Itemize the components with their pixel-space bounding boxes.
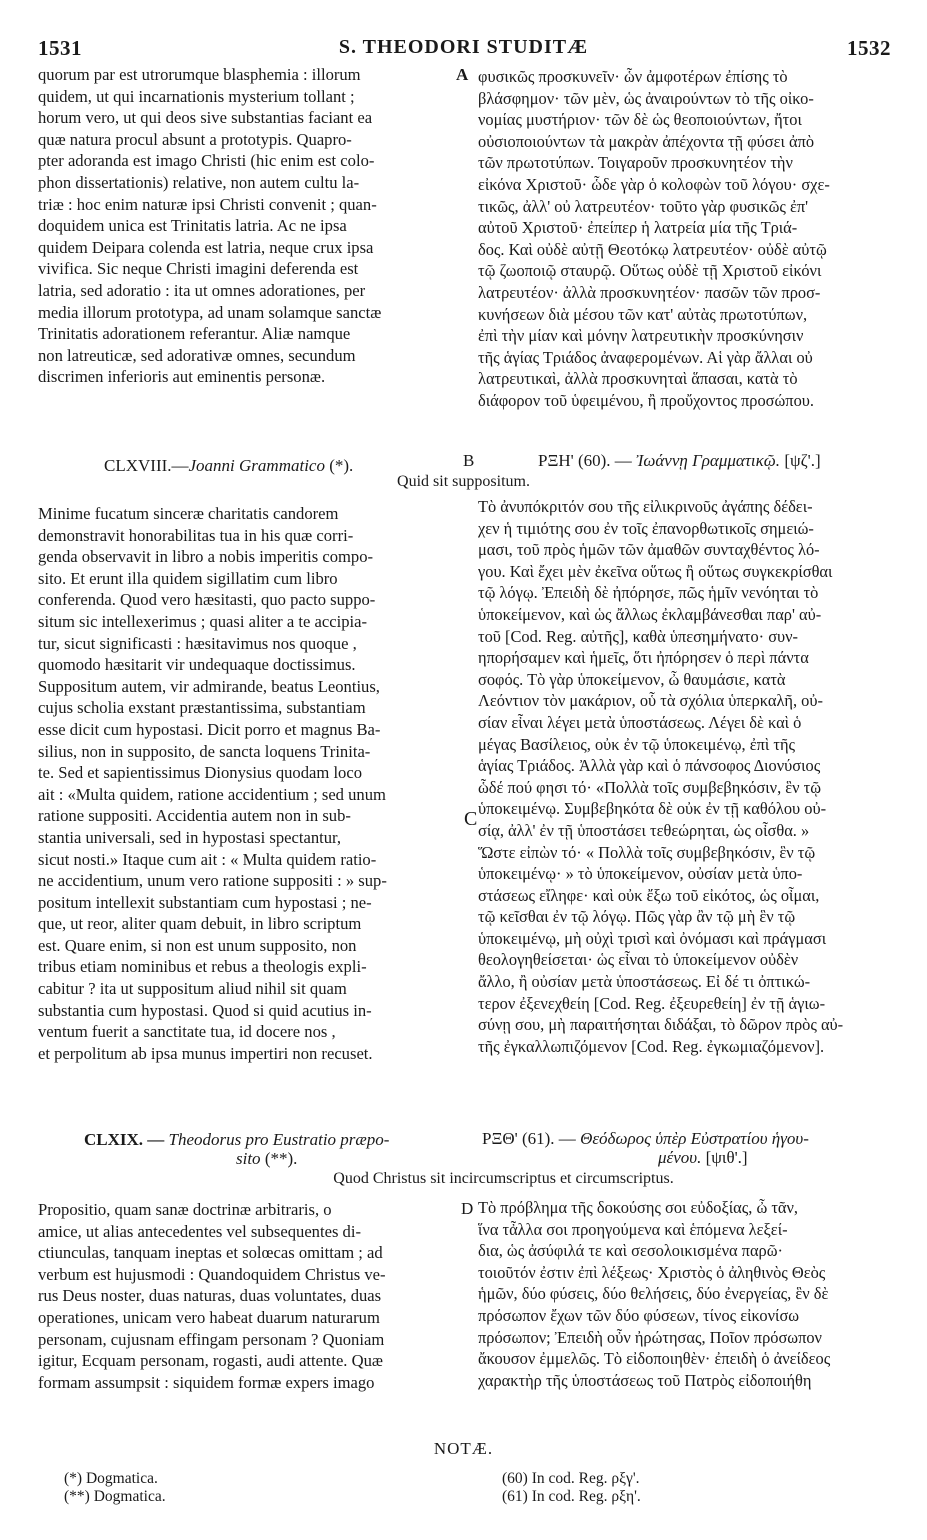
latin-heading-note-169: (**). xyxy=(260,1149,298,1168)
latin-heading-title: Joanni Grammatico xyxy=(188,456,325,475)
latin-text-line: cabitur ? ita ut suppositum aliud nihil sit quam xyxy=(38,979,347,999)
latin-text-line: ait : «Multa quidem, ratione accidentium ; sed unum xyxy=(38,784,386,804)
greek-heading-number-61: ΡΞΘ' (61). — xyxy=(482,1129,581,1148)
greek-text-line: ἐπὶ τὴν μίαν καὶ μόνην λατρευτικὴν προσκύνησιν xyxy=(478,326,804,346)
greek-column-section3 xyxy=(478,1197,892,1391)
greek-text-line: σίαν εἶναι λέγει μετὰ ὑποστάσεως. Λέγει δὲ καὶ ὁ xyxy=(478,712,802,732)
greek-text-line: τικῶς, ἀλλ' οὐ λατρευτέον· τοῦτο γὰρ φυσικῶς ἐπ' xyxy=(478,196,809,216)
latin-column-section2 xyxy=(38,503,458,1064)
greek-text-line: ὑποκείμενον, καὶ ὡς ἄλλως ἐκλαμβάνεσθαι παρ' αὐ- xyxy=(478,604,822,624)
greek-text-line: Ὥστε εἰπὼν τό· « Πολλὰ τοῖς συμβεβηκόσιν, ἓν τῷ xyxy=(478,842,816,862)
latin-text-line: genda observavit in libro a nobis imperitis compo- xyxy=(38,547,374,567)
greek-text-line: οὐσιοποιούντων τὰ μακρὰν ἀπέχοντα τῇ φύσει ἀπὸ xyxy=(478,131,815,151)
latin-heading-number-169: CLXIX. — xyxy=(84,1130,169,1149)
greek-text-line: σύνῃ σου, μὴ παραιτήσηται διδάξαι, τὸ δῶρον πρὸς αὐ- xyxy=(478,1015,844,1035)
latin-text-line: silius, non in supposito, de sancta loquens Trinita- xyxy=(38,741,371,761)
greek-heading-note-61: [ψιθ'.] xyxy=(701,1148,748,1167)
latin-column-section1 xyxy=(38,64,458,388)
latin-text-line: ratione suppositi. Accidentia autem non in sub- xyxy=(38,806,351,826)
latin-text-line: igitur, Ecquam personam, rogasti, audi attente. Quæ xyxy=(38,1351,383,1371)
greek-text-line: Λεόντιον τὸν μακάριον, οὗ τὰ σχόλια ὑπερκαλῆ, οὐ- xyxy=(478,691,823,711)
greek-text-line: τῆς ἐγκαλλωπιζόμενον [Cod. Reg. ἐγκωμιαζόμενον]. xyxy=(478,1036,825,1056)
greek-text-line: μασι, τοῦ πρὸς ἡμῶν τῶν ἀμαθῶν συνταχθέντος λό- xyxy=(478,540,820,560)
greek-text-line: ὧδέ πού φησι τό· «Πολλὰ τοῖς συμβεβηκόσιν, ἓν τῷ xyxy=(478,777,822,797)
greek-text-line: δια, ὡς ἀσύφιλά τε καὶ σεσολοικισμένα παρῶ· xyxy=(478,1241,783,1261)
latin-text-line: personam, cujusnam effingam personam ? Quoniam xyxy=(38,1329,385,1349)
greek-text-line: τῷ κεῖσθαι ἐν τῷ λόγῳ. Πῶς γὰρ ἂν τῷ μὴ ἓν τῷ xyxy=(478,907,796,927)
notes-right xyxy=(502,1470,641,1506)
latin-text-line: triæ : hoc enim naturæ ipsi Christi convenit ; quan- xyxy=(38,194,377,214)
latin-text-line: operationes, unicam vero habeat duarum naturarum xyxy=(38,1307,380,1327)
greek-text-line: ἄκουσον ἐμμελῶς. Τὸ εἰδοποιηθὲν· ἐπειδὴ ὁ ἀνείδεος xyxy=(478,1349,831,1369)
greek-heading-60 xyxy=(538,451,821,471)
greek-heading-61 xyxy=(482,1129,809,1167)
latin-text-line: tur, sicut significasti : hæsitavimus nos quoque , xyxy=(38,633,357,653)
latin-heading-169 xyxy=(84,1130,389,1168)
notes-title: NOTÆ. xyxy=(433,1439,494,1458)
greek-text-line: τοιοῦτόν ἐστιν ἐπὶ λέξεως· Χριστὸς ὁ ἀληθινὸς Θεὸς xyxy=(478,1262,826,1282)
greek-text-line: ἄλλο, ἢ οὐσίαν μετὰ ὑποστάσεως. Εἰ δέ τι ὀπτικώ- xyxy=(478,972,811,992)
greek-heading-title-61-cont: μένου. xyxy=(658,1148,702,1167)
latin-text-line: te. Sed et sapientissimus Dionysius quodam loco xyxy=(38,763,363,783)
left-page-number: 1531 xyxy=(38,36,82,60)
margin-marker-d: D xyxy=(461,1199,474,1218)
margin-marker-a: A xyxy=(456,65,469,84)
latin-text-line: amice, ut alias antecedentes vel subsequentes di- xyxy=(38,1221,361,1241)
greek-text-line: διάφορον τοῦ ὑφειμένου, ἢ προὔχοντος προσώπου. xyxy=(478,390,814,410)
greek-text-line: σοφός. Τὸ γὰρ ὑποκείμενον, ὦ θαυμάσιε, κατὰ xyxy=(478,669,786,689)
greek-text-line: ὑποκειμένῳ. Συμβεβηκότα δὲ οὐκ ἐν τῇ καθόλου οὐ- xyxy=(478,799,827,819)
latin-text-line: conferenda. Quod vero hæsitasti, quo pacto suppo- xyxy=(38,590,376,610)
latin-text-line: est. Quare enim, si non est unum supposito, non xyxy=(38,935,357,955)
greek-heading-title: Ἰωάννῃ Γραμματικῷ. xyxy=(636,451,781,470)
greek-text-line: ὑποκειμένῳ· » τὸ ὑποκείμενον, οὐσίαν μετὰ ὑπο- xyxy=(478,864,803,884)
latin-heading-note: (*). xyxy=(324,456,354,475)
latin-text-line: Trinitatis adorationem referantur. Aliæ namque xyxy=(38,324,351,344)
latin-text-line: vivifica. Sic neque Christi imagini deferenda est xyxy=(38,259,359,279)
greek-text-line: τῷ ζωοποιῷ σταυρῷ. Οὕτως οὐδὲ τῇ Χριστοῦ εἰκόνι xyxy=(478,261,822,281)
note-right-2: (61) In cod. Reg. ρξη'. xyxy=(502,1488,641,1505)
latin-text-line: positum intellexit substantiam cum hypostasi ; ne- xyxy=(38,892,372,912)
greek-text-line: τερον ἐξενεχθείη [Cod. Reg. ἐξευρεθείη] ἐν τῇ ἁγιω- xyxy=(478,993,826,1013)
greek-text-line: ἵνα τἆλλα σοι προηγούμενα καὶ ἑπόμενα λεξεί- xyxy=(478,1219,788,1239)
latin-text-line: stantia universali, sed in hypostasi spectantur, xyxy=(38,827,342,847)
latin-text-line: formam assumpsit : siquidem formæ expers imago xyxy=(38,1372,375,1392)
greek-text-line: Τὸ ἀνυπόκριτόν σου τῆς εἰλικρινοῦς ἀγάπης δέδει- xyxy=(478,497,813,516)
latin-heading-title-169: Theodorus pro Eustratio præpo- xyxy=(168,1130,390,1149)
greek-text-line: πρόσωπον; Ἐπειδὴ οὖν ἠρώτησας, Ποῖον πρόσωπον xyxy=(478,1327,822,1347)
greek-text-line: Τὸ πρόβλημα τῆς δοκούσης σοι εὐδοξίας, ὦ τᾶν, xyxy=(478,1198,799,1217)
greek-text-line: τῶν πρωτοτύπων. Τοιγαροῦν προσκυνητέον τὴν xyxy=(478,153,793,173)
latin-text-line: Minime fucatum sinceræ charitatis candorem xyxy=(38,504,339,523)
greek-text-line: τῆς ἁγίας Τριάδος ἀναφερομένων. Αἱ γὰρ ἄλλαι οὐ xyxy=(478,347,813,367)
latin-text-line: non latreuticæ, sed adorativæ omnes, secundum xyxy=(38,345,356,365)
greek-text-line: λατρευτέον· ἀλλὰ προσκυνητέον· πασῶν τῶν προσ- xyxy=(478,282,821,302)
greek-text-line: ἁγίας Τριάδος. Ἀλλὰ γὰρ καὶ ὁ πάνσοφος Διονύσιος xyxy=(478,756,821,776)
latin-text-line: que, ut reor, aliter quam debuit, in libro scriptum xyxy=(38,914,362,934)
greek-column-section2 xyxy=(478,496,892,1057)
latin-text-line: ctiunculas, tanquam ineptas et solœcas omittam ; ad xyxy=(38,1243,383,1263)
greek-text-line: τοῦ [Cod. Reg. αὐτῆς], καθὰ ὑπεσημήνατο· συν- xyxy=(478,626,799,646)
greek-text-line: χεν ἡ τιμιότης σου ἐν τοῖς ἐπανορθωτικοῖς σημειώ- xyxy=(478,518,814,538)
greek-text-line: αὐτοῦ Χριστοῦ· ἐπείπερ ἡ λατρεία μία τῆς Τριά- xyxy=(478,218,798,238)
section3-subtitle: Quod Christus sit incircumscriptus et circumscriptus. xyxy=(333,1170,674,1187)
greek-text-line: μέγας Βασίλειος, οὐκ ἐν τῷ ὑποκειμένῳ, ἐπὶ τῆς xyxy=(478,734,796,754)
latin-text-line: quidem Deipara colenda est latria, neque crux ipsa xyxy=(38,237,374,257)
note-right-1: (60) In cod. Reg. ρξγ'. xyxy=(502,1470,640,1487)
greek-text-line: τῷ λόγῳ. Ἐπειδὴ δὲ ἠπόρησε, πῶς ἡμῖν νενόηται τὸ xyxy=(478,583,819,603)
greek-text-line: νομίας μυστήριον· τῶν δὲ ὡς θεοποιούντων, ἤτοι xyxy=(478,110,802,130)
greek-text-line: θεολογηθείσεται· ὡς εἶναι τὸ ὑποκείμενον οὐδὲν xyxy=(478,950,799,970)
greek-text-line: εἰκόνα Χριστοῦ· ὧδε γὰρ ὁ κολοφὼν τοῦ λόγου· σχε- xyxy=(478,174,830,194)
latin-text-line: tribus etiam nominibus et rebus a theologis expli- xyxy=(38,957,367,977)
greek-text-line: ἡμῶν, δύο φύσεις, δύο θελήσεις, δύο ἐνεργείας, ἓν δὲ xyxy=(478,1284,829,1304)
greek-text-line: λατρευτικαὶ, ἀλλὰ προσκυνηταὶ ἅπασαι, κατὰ τὸ xyxy=(478,369,798,389)
latin-text-line: doquidem unica est Trinitatis latria. Ac ne ipsa xyxy=(38,216,347,236)
margin-marker-b: B xyxy=(463,451,475,470)
greek-heading-number: ΡΞΗ' (60). — xyxy=(538,451,637,470)
greek-heading-title-61: Θεόδωρος ὑπὲρ Εὐστρατίου ἡγου- xyxy=(580,1129,809,1148)
latin-text-line: demonstravit honorabilitas tua in his quæ corri- xyxy=(38,525,354,545)
right-page-number: 1532 xyxy=(847,36,891,60)
latin-text-line: quomodo hæsitarit vir undequaque doctissimus. xyxy=(38,655,356,675)
latin-text-line: sicut nosti.» Itaque cum ait : « Multa quidem ratio- xyxy=(38,849,377,869)
latin-column-section3 xyxy=(38,1199,458,1393)
greek-text-line: φυσικῶς προσκυνεῖν· ὧν ἀμφοτέρων ἐπίσης τὸ xyxy=(478,67,788,86)
latin-text-line: substantia cum hypostasi. Quod si quid acutius in- xyxy=(38,1000,372,1020)
latin-heading-number: CLXVIII.— xyxy=(104,456,189,475)
latin-text-line: sito. Et erunt illa quidem sigillatim cum libro xyxy=(38,568,338,588)
greek-column-section1 xyxy=(478,66,892,412)
greek-text-line: πρόσωπον ἔχων τῶν δύο φύσεων, τίνος εἰκονίσω xyxy=(478,1305,800,1325)
latin-text-line: cujus scholia exstant præstantissima, substantiam xyxy=(38,698,366,718)
latin-text-line: pter adoranda est imago Christi (hic enim est colo- xyxy=(38,151,375,171)
greek-text-line: ὑποκειμένῳ, μὴ οὐχὶ τρισὶ καὶ ὀνόμασι καὶ πράγμασι xyxy=(478,928,827,948)
notes-left xyxy=(64,1470,166,1506)
margin-marker-c: C xyxy=(464,808,478,830)
latin-text-line: quæ natura procul absunt a prototypis. Quapro- xyxy=(38,129,352,149)
greek-heading-note: [ψζ'.] xyxy=(780,451,821,470)
latin-text-line: discrimen inferioris aut eminentis personæ. xyxy=(38,367,326,387)
greek-text-line: γου. Καὶ ἔχει μὲν ἐκεῖνα οὕτως ἢ οὕτως συγκεκρίσθαι xyxy=(478,561,833,581)
greek-text-line: σίᾳ, ἀλλ' ἐν τῇ ὑποστάσει τεθεώρηται, ὡς οἶσθα. » xyxy=(478,820,810,840)
latin-text-line: Propositio, quam sanæ doctrinæ arbitraris, o xyxy=(38,1200,332,1219)
greek-text-line: ηπορήσαμεν καὶ ἡμεῖς, ὅτι ἠπόρησεν ὁ περὶ πάντα xyxy=(478,648,809,668)
latin-text-line: quidem, ut qui incarnationis mysterium tollant ; xyxy=(38,86,355,106)
latin-text-line: ne accidentium, unum vero ratione suppositi : » sup- xyxy=(38,871,387,891)
greek-text-line: κυνήσεων διὰ μέσου τῶν κατ' αὐτὰς πρωτοτύπων, xyxy=(478,304,808,324)
latin-text-line: horum vero, ut qui deos sive substantias faciant ea xyxy=(38,108,373,128)
latin-text-line: latria, sed adoratio : ita ut omnes adorationes, per xyxy=(38,280,366,300)
latin-text-line: quorum par est utrorumque blasphemia : illorum xyxy=(38,65,361,84)
latin-text-line: esse dicit cum hypostasi. Dicit porro et magnus Ba- xyxy=(38,719,381,739)
latin-text-line: Suppositum autem, vir admirande, beatus Leontius, xyxy=(38,676,380,696)
latin-text-line: et perpolitum ab ipsa munus impertiri non recuset. xyxy=(38,1043,373,1063)
latin-text-line: media illorum prototypa, ad unam solamque sanctæ xyxy=(38,302,382,322)
latin-text-line: rus Deus noster, duas naturas, duas voluntates, duas xyxy=(38,1286,382,1306)
note-left-2: (**) Dogmatica. xyxy=(64,1488,166,1505)
greek-text-line: βλάσφημον· τῶν μὲν, ὡς ἀναιρούντων τὸ τῆς οἰκο- xyxy=(478,88,814,108)
greek-text-line: χαρακτὴρ τῆς ὑποστάσεως τοῦ Πατρὸς εἰδοποιήθη xyxy=(478,1370,812,1390)
latin-text-line: verbum est hujusmodi : Quandoquidem Christus ve- xyxy=(38,1264,386,1284)
latin-text-line: phon dissertationis) relative, non autem cultu la- xyxy=(38,172,360,192)
note-left-1: (*) Dogmatica. xyxy=(64,1470,158,1487)
greek-text-line: στάσεως εἴληφε· καὶ οὐκ ἔξω τοῦ εἰκότος, ὡς οἶμαι, xyxy=(478,885,820,905)
latin-text-line: situm sic intellexerimus ; quasi aliter a te accipia- xyxy=(38,611,367,631)
latin-text-line: ventum fuerit a sanctitate tua, id docere nos , xyxy=(38,1022,336,1042)
section2-subtitle: Quid sit suppositum. xyxy=(397,473,530,490)
greek-text-line: δος. Καὶ οὐδὲ αὐτῇ Θεοτόκῳ λατρευτέον· οὐδὲ αὐτῷ xyxy=(478,239,827,259)
latin-heading-title-169-cont: sito xyxy=(236,1149,261,1168)
running-title: S. THEODORI STUDITÆ xyxy=(338,36,589,58)
